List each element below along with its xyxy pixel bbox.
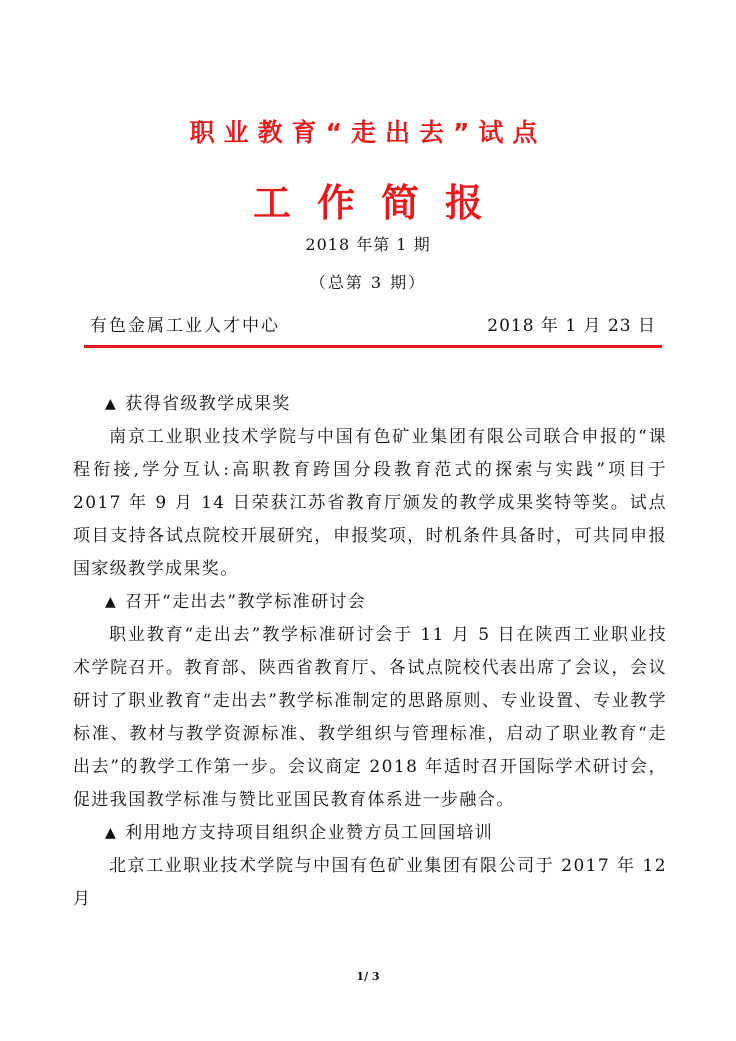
header-divider [84, 345, 662, 348]
section-paragraph-seminar: 职业教育“走出去”教学标准研讨会于 11 月 5 日在陕西工业职业技术学院召开。教育部、陕西省教育厅、各试点院校代表出席了会议，会议研讨了职业教育“走出去”教学标准制定的思路原则、专业设置、专业教学标准、教材与教学资源标准、教学组织与管理标准，启动了职业教育“走出去”的教学工作第一步。会议商定 2018 年适时召开国际学术研讨会，促进我国教学标准与赞比亚国民教育体系进一步融合。 [73, 625, 667, 810]
briefing-main-title: 工作简报 [252, 181, 509, 225]
page-number: 1/ 3 [356, 970, 380, 983]
issue-date: 2018 年 1 月 23 日 [487, 316, 656, 336]
black-triangle-icon: ▲ [105, 396, 118, 412]
document-body [73, 388, 667, 916]
total-issue-number: （总第 3 期） [309, 273, 427, 292]
section-heading-seminar [73, 586, 667, 619]
black-triangle-icon: ▲ [105, 825, 118, 841]
section-paragraph-training: 北京工业职业技术学院与中国有色矿业集团有限公司于 2017 年 12 月 [73, 856, 667, 909]
issuing-organization: 有色金属工业人才中心 [90, 316, 280, 336]
section-paragraph-award: 南京工业职业技术学院与中国有色矿业集团有限公司联合申报的“课程衔接,学分互认:高职教育跨国分段教育范式的探索与实践”项目于 2017 年 9 月 14 日荣获江苏省教育厅颁发的教学成果奖特等奖。试点项目支持各试点院校开展研究，申报奖项，时机条件具备时，可共同申报国家级教学成果奖。 [73, 427, 667, 579]
section-heading-text: 召开“走出去”教学标准研讨会 [125, 592, 367, 612]
section-heading-award [73, 388, 667, 421]
briefing-series-title: 职业教育“走出去”试点 [189, 118, 547, 147]
section-heading-text: 利用地方支持项目组织企业赞方员工回国培训 [125, 823, 494, 843]
section-heading-training [73, 817, 667, 850]
section-heading-text: 获得省级教学成果奖 [125, 394, 291, 414]
black-triangle-icon: ▲ [105, 594, 118, 610]
issue-number: 2018 年第 1 期 [305, 235, 431, 254]
